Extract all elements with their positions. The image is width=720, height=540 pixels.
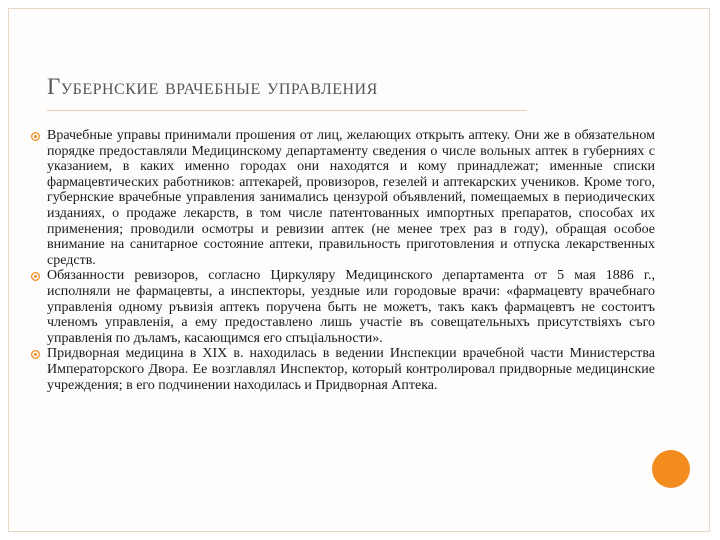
bullet-text: Обязанности ревизоров, согласно Циркуляру Медицинского департамента от 5 мая 1886 г., исполняли не фармацевты, а инспекторы, уездные или городовые врачи: «фармацевту врачебнаго управленія одному ръвизія аптекъ поручена быть не можетъ, такъ какъ фармацевтъ не состоитъ членомъ управленія, а ему предоставлено лишь участіе въ совещательныхъ присутствіяхъ съго управленія по дъламъ, касающимся его спъціальности». xyxy=(47,268,655,346)
bullet-item xyxy=(30,128,655,268)
bullet-text: Придворная медицина в XIX в. находилась в ведении Инспекции врачебной части Министерства Императорского Двора. Ее возглавлял Инспектор, который контролировал придворные медицинские учреждения; в его подчинении находилась и Придворная Аптека. xyxy=(47,346,655,393)
bullet-icon xyxy=(30,349,41,360)
decorative-orange-circle xyxy=(652,450,690,488)
bullet-text: Врачебные управы принимали прошения от лиц, желающих открыть аптеку. Они же в обязательном порядке предоставляли Медицинскому департаменту сведения о числе вольных аптек в губерниях с указанием, в каких именно городах они находятся и кому принадлежат; именные списки фармацевтических работников: аптекарей, провизоров, гезелей и аптекарских учеников. Кроме того, губернские врачебные управления занимались цензурой объявлений, помещаемых в периодических изданиях, о продаже лекарств, в том числе патентованных импортных препаратов, способах их применения; проводили осмотры и ревизии аптек (не менее трех раз в году), обращая особое внимание на санитарное состояние аптеки, правильность приготовления и отпуска лекарственных средств. xyxy=(47,128,655,268)
bullet-item xyxy=(30,346,655,393)
bullet-icon xyxy=(30,131,41,142)
bullet-item xyxy=(30,268,655,346)
bullet-icon xyxy=(30,271,41,282)
title-underline xyxy=(47,110,527,111)
slide-title: Губернские врачебные управления xyxy=(47,74,378,99)
bullet-list xyxy=(30,128,655,393)
